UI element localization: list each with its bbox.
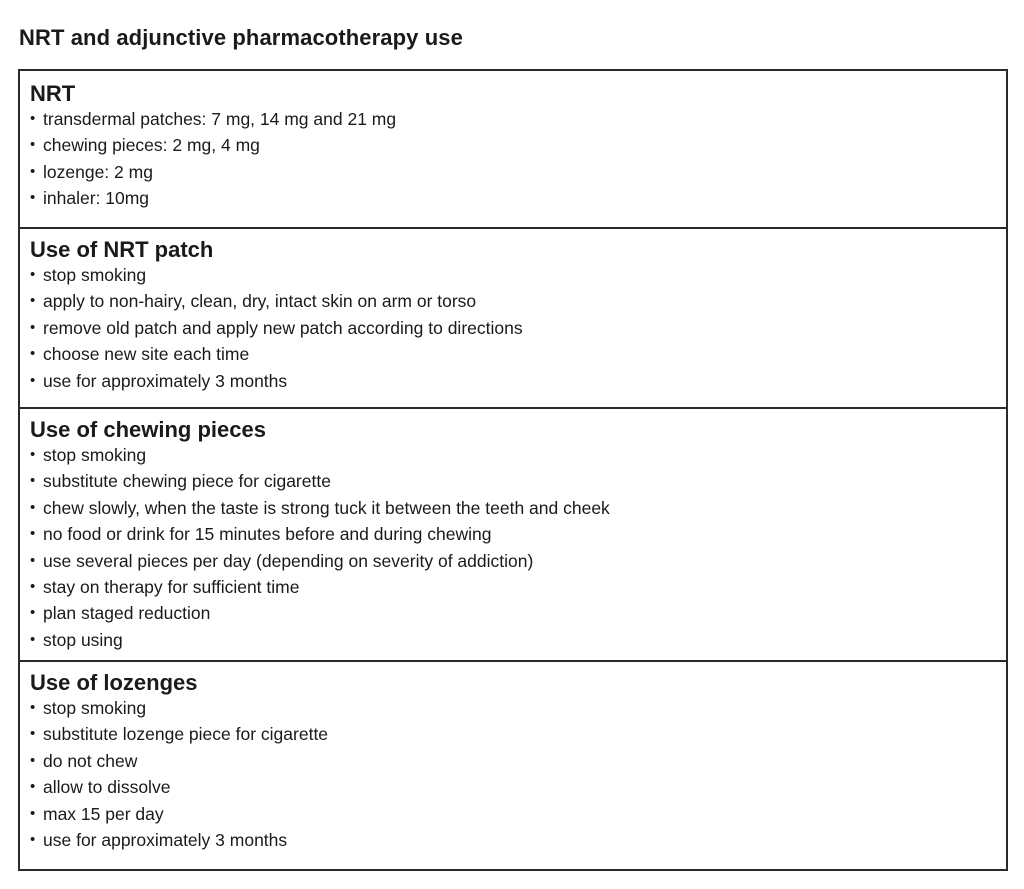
list-item-text: do not chew (43, 750, 138, 771)
list-item (30, 496, 1006, 522)
bullet-list (30, 443, 1006, 654)
document-title: NRT and adjunctive pharmacotherapy use (19, 25, 463, 50)
list-item (30, 722, 1006, 748)
list-item (30, 828, 1006, 854)
bullet-icon: • (30, 162, 36, 180)
bullet-icon: • (30, 136, 36, 154)
section-title: Use of NRT patch (30, 237, 214, 262)
bullet-icon: • (30, 778, 36, 796)
section-nrt (20, 71, 1006, 227)
section-title: Use of lozenges (30, 670, 198, 695)
list-item-text: max 15 per day (43, 803, 164, 824)
list-item-text: use for approximately 3 months (43, 830, 288, 851)
list-item (30, 443, 1006, 469)
list-item-text: chew slowly, when the taste is strong tuck it between the teeth and cheek (43, 497, 610, 518)
bullet-list (30, 696, 1006, 854)
bullet-icon: • (30, 498, 36, 516)
list-item (30, 775, 1006, 801)
bullet-icon: • (30, 318, 36, 336)
list-item (30, 107, 1006, 133)
list-item (30, 601, 1006, 627)
bullet-list (30, 107, 1006, 213)
bullet-icon: • (30, 189, 36, 207)
list-item-text: transdermal patches: 7 mg, 14 mg and 21 mg (43, 109, 397, 129)
bullet-icon: • (30, 525, 36, 543)
bullet-icon: • (30, 604, 36, 622)
list-item (30, 160, 1006, 186)
section-title: Use of chewing pieces (30, 417, 266, 442)
list-item (30, 696, 1006, 722)
bullet-icon: • (30, 292, 36, 310)
list-item-text: remove old patch and apply new patch according to directions (43, 317, 523, 338)
bullet-list (30, 263, 1006, 395)
list-item (30, 549, 1006, 575)
list-item-text: apply to non-hairy, clean, dry, intact skin on arm or torso (43, 291, 477, 312)
list-item-text: substitute lozenge piece for cigarette (43, 724, 329, 745)
bullet-icon: • (30, 551, 36, 569)
list-item (30, 342, 1006, 368)
list-item-text: inhaler: 10mg (43, 188, 150, 209)
list-item (30, 186, 1006, 212)
bullet-icon: • (30, 345, 36, 363)
list-item (30, 575, 1006, 601)
bullet-icon: • (30, 751, 36, 769)
bullet-icon: • (30, 578, 36, 596)
bullet-icon: • (30, 725, 36, 743)
section-nrt-patch (20, 227, 1006, 407)
section-title: NRT (30, 81, 76, 106)
list-item (30, 749, 1006, 775)
list-item-text: use several pieces per day (depending on severity of addiction) (43, 550, 534, 571)
bullet-icon: • (30, 699, 36, 716)
list-item-text: stop smoking (43, 445, 147, 465)
list-item-text: substitute chewing piece for cigarette (43, 471, 331, 492)
list-item (30, 802, 1006, 828)
list-item (30, 522, 1006, 548)
section-chewing-pieces (20, 407, 1006, 660)
list-item (30, 263, 1006, 289)
list-item-text: plan staged reduction (43, 603, 211, 624)
section-lozenges (20, 660, 1006, 869)
bullet-icon: • (30, 110, 36, 127)
list-item-text: stay on therapy for sufficient time (43, 577, 300, 598)
list-item-text: lozenge: 2 mg (43, 161, 153, 182)
bullet-icon: • (30, 831, 36, 849)
list-item (30, 469, 1006, 495)
list-item-text: use for approximately 3 months (43, 370, 288, 391)
bullet-icon: • (30, 630, 36, 648)
bullet-icon: • (30, 804, 36, 822)
content-table (18, 69, 1008, 871)
list-item-text: no food or drink for 15 minutes before and during chewing (43, 524, 492, 545)
bullet-icon: • (30, 266, 36, 283)
list-item-text: stop using (43, 629, 123, 650)
list-item-text: stop smoking (43, 698, 147, 718)
list-item (30, 369, 1006, 395)
list-item (30, 628, 1006, 654)
list-item-text: stop smoking (43, 265, 147, 285)
list-item (30, 289, 1006, 315)
bullet-icon: • (30, 446, 36, 463)
list-item-text: allow to dissolve (43, 777, 171, 798)
bullet-icon: • (30, 472, 36, 490)
bullet-icon: • (30, 371, 36, 389)
list-item-text: choose new site each time (43, 344, 250, 365)
list-item (30, 133, 1006, 159)
list-item (30, 316, 1006, 342)
list-item-text: chewing pieces: 2 mg, 4 mg (43, 135, 260, 156)
